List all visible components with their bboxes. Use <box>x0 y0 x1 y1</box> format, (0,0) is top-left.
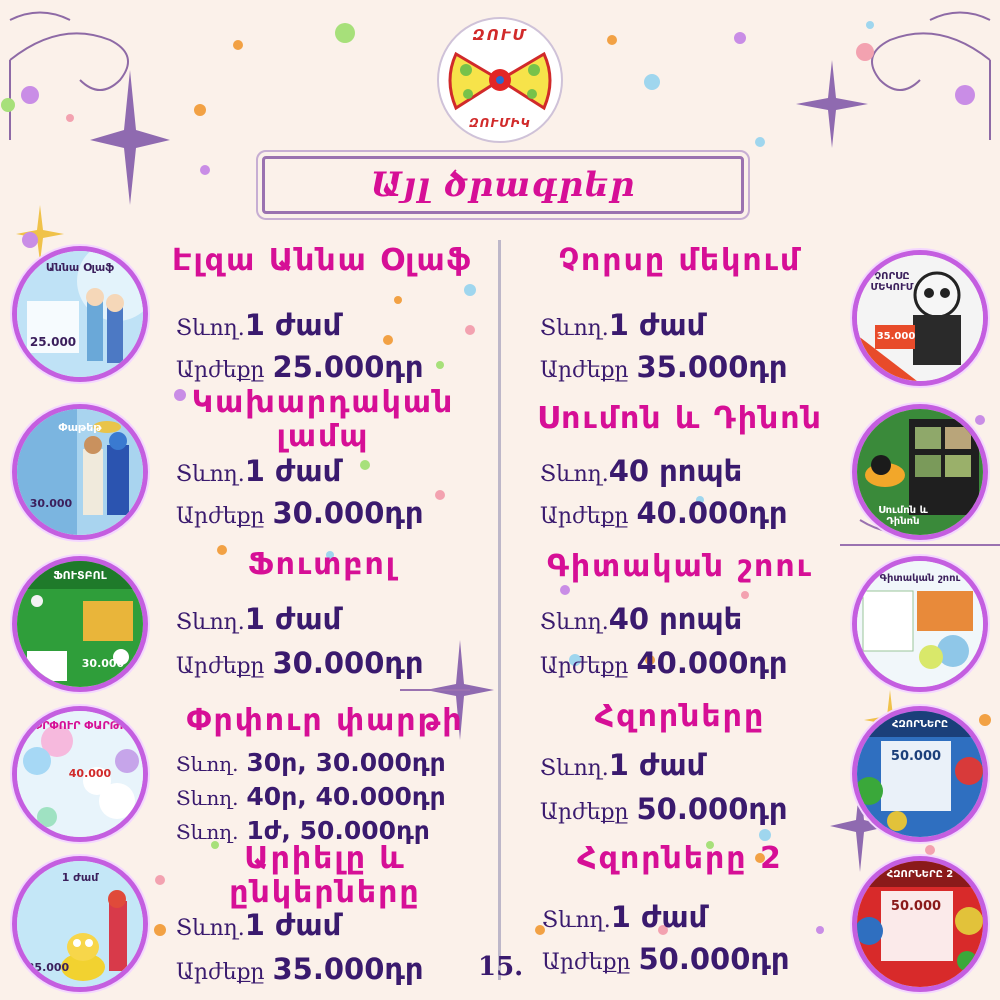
column-divider <box>498 240 501 980</box>
program-thumb-sumo-dino <box>852 404 988 540</box>
thumb-price: 50.000 <box>890 899 942 914</box>
program-option: Տևող. 1ժ, 50.000դր <box>176 816 430 845</box>
program-thumb-foam-party <box>12 706 148 842</box>
program-thumb-ariel <box>12 856 148 992</box>
thumb-caption: ՓՐՓՈՒՐ ՓԱՐԹԻ <box>33 719 127 732</box>
program-duration: Տևող.1 ժամ <box>176 908 342 942</box>
program-duration: Տևող.1 ժամ <box>540 308 706 342</box>
thumb-price: 40.000 <box>68 767 112 780</box>
program-thumb-lamp <box>12 404 148 540</box>
program-title: Գիտական շոու <box>547 549 813 584</box>
program-thumb-mighty <box>852 706 988 842</box>
program-thumb-science-show <box>852 556 988 692</box>
program-title: Հզորները 2 <box>577 841 783 876</box>
thumb-price: 35.000 <box>876 331 916 342</box>
section-banner <box>262 156 744 214</box>
thumb-price: 25.000 <box>29 335 77 349</box>
program-duration: Տևող.1 ժամ <box>542 900 708 934</box>
thumb-price: 50.000 <box>890 749 942 764</box>
thumb-price: 30.000 <box>29 497 73 510</box>
thumb-price: 30.000 <box>81 657 125 670</box>
thumb-caption: Աննա Օլաֆ <box>45 261 115 274</box>
program-duration: Տևող.1 ժամ <box>176 454 342 488</box>
logo-bottom-text: ԶՈՒՄԻԿ <box>469 116 531 130</box>
program-title: Արիելը և ընկերները <box>229 841 421 910</box>
thumb-price: 35.000 <box>26 961 70 974</box>
program-duration: Տևող.40 րոպե <box>540 454 743 488</box>
program-price: Արժեքը 40.000դր <box>540 496 788 530</box>
program-duration: Տևող.1 ժամ <box>540 748 706 782</box>
brand-logo <box>436 16 564 144</box>
logo-top-text: ԶՈՒՄ <box>472 26 528 44</box>
page-title: Այլ ծրագրեր <box>370 165 636 205</box>
program-title: Չորսը մեկում <box>558 243 802 278</box>
thumb-caption: ՀԶՈՐՆԵՐԸ 2 <box>886 869 954 880</box>
program-price: Արժեքը 30.000դր <box>176 496 424 530</box>
page-number: 15. <box>478 952 524 982</box>
thumb-caption: Սումոն և Դինոն <box>878 505 928 527</box>
program-title: Հզորները <box>594 699 766 734</box>
program-duration: Տևող.1 ժամ <box>176 602 342 636</box>
program-thumb-football <box>12 556 148 692</box>
program-price: Արժեքը 40.000դր <box>540 646 788 680</box>
program-title: Էլզա Աննա Օլաֆ <box>171 243 474 278</box>
thumb-caption: 1 ժամ <box>61 871 99 884</box>
thumb-caption: Փաթեթ <box>58 421 102 434</box>
thumb-caption: ՀԶՈՐՆԵՐԸ <box>891 719 949 730</box>
program-title: Կախարդական լամպ <box>191 385 455 454</box>
thumb-caption: Գիտական շոու <box>879 573 961 584</box>
program-price: Արժեքը 50.000դր <box>540 792 788 826</box>
program-title: Փրփուր փարթի <box>186 703 464 738</box>
program-price: Արժեքը 35.000դր <box>540 350 788 384</box>
program-option: Տևող. 40ր, 40.000դր <box>176 782 446 811</box>
program-price: Արժեքը 30.000դր <box>176 646 424 680</box>
program-thumb-elsa <box>12 246 148 382</box>
program-thumb-four-in-one <box>852 250 988 386</box>
program-title: Սումոն և Դինոն <box>537 401 823 436</box>
program-price: Արժեքը 25.000դր <box>176 350 424 384</box>
program-duration: Տևող.1 ժամ <box>176 308 342 342</box>
program-thumb-mighty-2 <box>852 856 988 992</box>
program-title: Ֆուտբոլ <box>247 547 398 582</box>
program-price: Արժեքը 50.000դր <box>542 942 790 976</box>
program-option: Տևող. 30ր, 30.000դր <box>176 748 446 777</box>
thumb-caption: ՖՈՒՏԲՈԼ <box>53 569 107 582</box>
program-duration: Տևող.40 րոպե <box>540 602 743 636</box>
program-price: Արժեքը 35.000դր <box>176 952 424 986</box>
thumb-caption: ՉՈՐՍԸ ՄԵԿՈՒՄ <box>870 271 914 293</box>
